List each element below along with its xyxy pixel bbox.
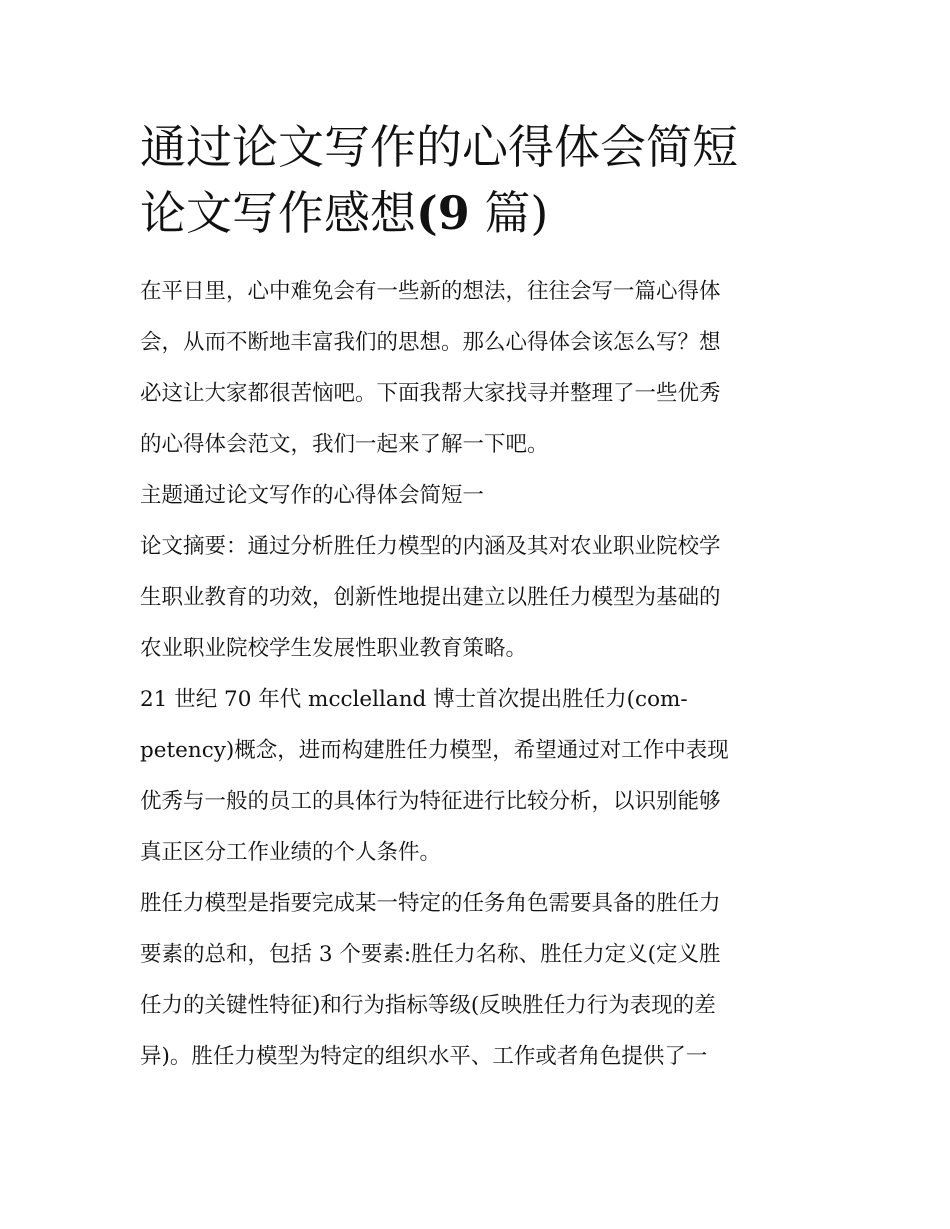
text-line: 异)。胜任力模型为特定的组织水平、工作或者角色提供了一 xyxy=(140,1044,708,1069)
paragraph-abstract xyxy=(140,521,812,674)
text-line: 要素的总和，包括 3 个要素:胜任力名称、胜任力定义(定义胜 xyxy=(140,942,721,967)
text-line: 论文摘要：通过分析胜任力模型的内涵及其对农业职业院校学 xyxy=(140,534,721,559)
text-line: 的心得体会范文，我们一起来了解一下吧。 xyxy=(140,432,549,457)
title-count: (9 xyxy=(416,186,470,240)
text-line: 21 世纪 70 年代 mcclelland 博士首次提出胜任力(com- xyxy=(140,687,688,712)
paragraph-history xyxy=(140,674,812,878)
text-line: petency)概念，进而构建胜任力模型，希望通过对工作中表现 xyxy=(140,738,729,763)
text-line: 必这让大家都很苦恼吧。下面我帮大家找寻并整理了一些优秀 xyxy=(140,381,721,406)
title-line-2-text: 论文写作感想 xyxy=(140,186,416,240)
text-line: 会，从而不断地丰富我们的思想。那么心得体会该怎么写？想 xyxy=(140,330,721,355)
document-content xyxy=(140,114,812,1082)
document-body xyxy=(140,266,812,1082)
paragraph-definition xyxy=(140,878,812,1082)
paragraph-intro xyxy=(140,266,812,470)
text-line: 优秀与一般的员工的具体行为特征进行比较分析，以识别能够 xyxy=(140,789,721,814)
text-line: 真正区分工作业绩的个人条件。 xyxy=(140,840,442,865)
text-line: 任力的关键性特征)和行为指标等级(反映胜任力行为表现的差 xyxy=(140,993,716,1018)
paragraph-section-heading xyxy=(140,470,812,521)
text-line: 胜任力模型是指要完成某一特定的任务角色需要具备的胜任力 xyxy=(140,891,721,916)
text-line: 主题通过论文写作的心得体会简短一 xyxy=(140,483,485,508)
title-line-1: 通过论文写作的心得体会简短 xyxy=(140,120,738,174)
text-line: 农业职业院校学生发展性职业教育策略。 xyxy=(140,636,528,661)
title-line-2 xyxy=(140,180,812,246)
text-line: 在平日里，心中难免会有一些新的想法，往往会写一篇心得体 xyxy=(140,279,721,304)
title-count-unit: 篇) xyxy=(469,186,549,240)
text-line: 生职业教育的功效，创新性地提出建立以胜任力模型为基础的 xyxy=(140,585,721,610)
document-title xyxy=(140,114,812,246)
